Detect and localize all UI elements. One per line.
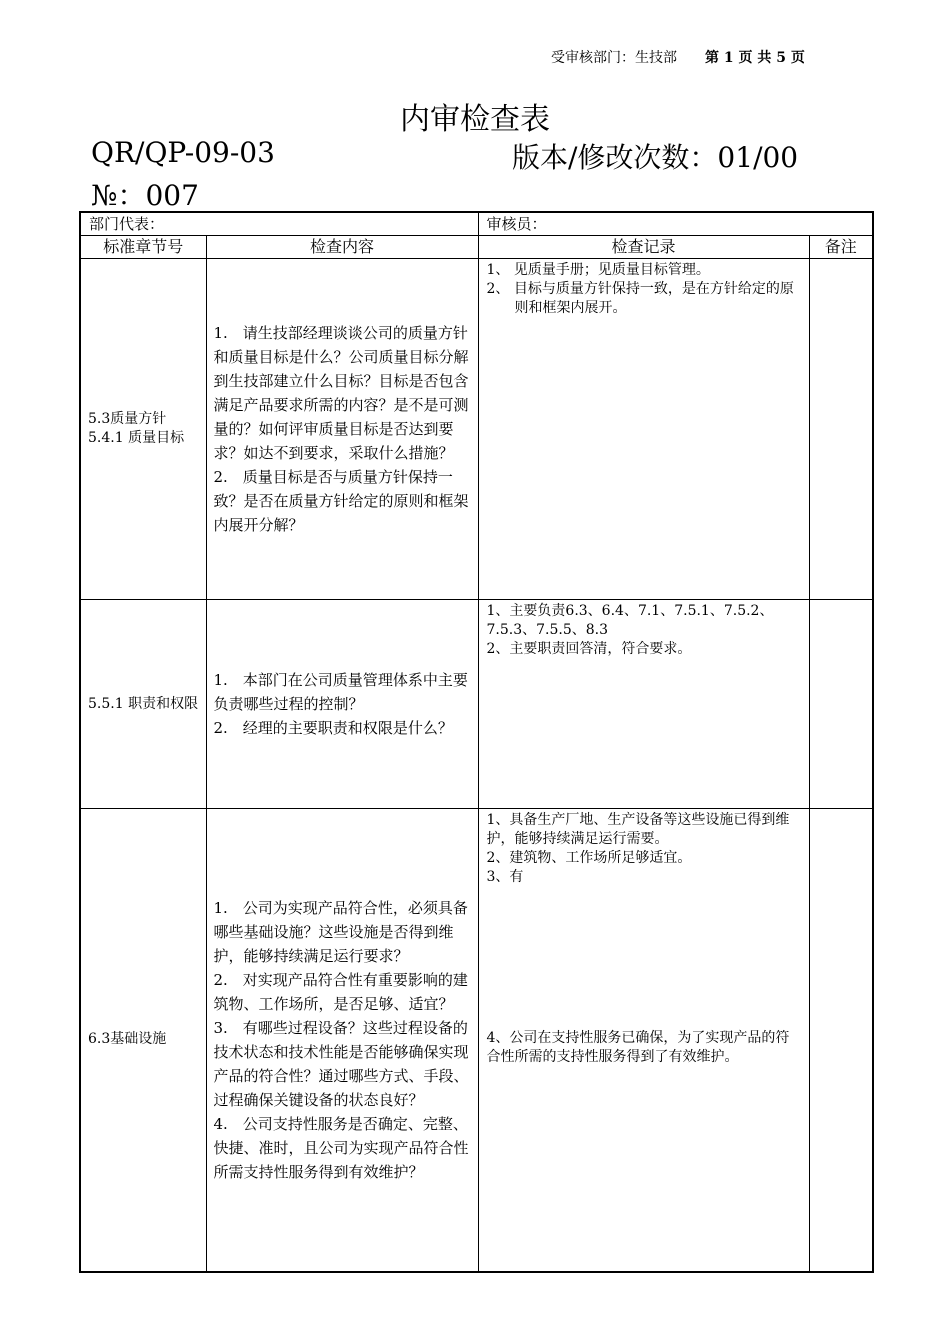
page-header: [551, 47, 805, 67]
record-item: 4、公司在支持性服务已确保，为了实现产品的符合性所需的支持性服务得到了有效维护。: [486, 1030, 790, 1065]
section-cell: 5.3质量方针 5.4.1 质量目标: [80, 259, 206, 600]
document-code: QR/QP-09-03: [91, 136, 275, 169]
table-row: [80, 600, 873, 809]
record-item: 1、 见质量手册；见质量目标管理。: [486, 262, 710, 278]
spacer: [487, 887, 801, 1029]
record-item: 2、主要职责回答清，符合要求。: [486, 641, 692, 657]
dept-rep-field: 部门代表：: [80, 212, 478, 236]
question-item: 1. 请生技部经理谈谈公司的质量方针和质量目标是什么？公司质量目标分解到生技部建立什么目标？目标是否包含满足产品要求所需的内容？是不是可测量的？如何评审质量目标是否达到要求？如达不到要求，采取什么措施？: [213, 324, 469, 462]
column-header-row: [80, 236, 873, 259]
remark-cell: [809, 259, 873, 600]
question-cell: [206, 600, 478, 809]
question-item: 2. 经理的主要职责和权限是什么？: [213, 719, 453, 737]
question-item: 1. 公司为实现产品符合性，必须具备哪些基础设施？这些设施是否得到维护，能够持续满足运行要求？: [213, 898, 468, 965]
question-item: 1. 本部门在公司质量管理体系中主要负责哪些过程的控制？: [213, 671, 468, 713]
table-row: [80, 809, 873, 1272]
question-cell: [206, 259, 478, 600]
record-item: 1、主要负责6.3、6.4、7.1、7.5.1、7.5.2、7.5.3、7.5.5、8.3: [486, 603, 774, 638]
question-item: 2. 对实现产品符合性有重要影响的建筑物、工作场所，是否足够、适宜？: [213, 970, 468, 1013]
record-item: 2、 目标与质量方针保持一致，是在方针给定的原则和框架内展开。: [486, 281, 794, 316]
record-cell: [478, 809, 809, 1272]
page-info: 第 1 页 共 5 页: [705, 50, 805, 66]
auditor-field: 审核员：: [478, 212, 873, 236]
col-header-remark: 备注: [809, 236, 873, 259]
question-item: 4. 公司支持性服务是否确定、完整、快捷、准时，且公司为实现产品符合性所需支持性服务得到有效维护？: [213, 1114, 469, 1181]
remark-cell: [809, 600, 873, 809]
document-number: №：007: [91, 179, 199, 212]
record-cell: [478, 600, 809, 809]
question-item: 3. 有哪些过程设备？这些过程设备的技术状态和技术性能是否能够确保实现产品的符合性？通过哪些方式、手段、过程确保关键设备的状态良好？: [213, 1018, 469, 1109]
table-row: [80, 259, 873, 600]
record-item: 1、具备生产厂地、生产设备等这些设施已得到维护，能够持续满足运行需要。: [486, 812, 790, 847]
remark-cell: [809, 809, 873, 1272]
audited-dept-label: 受审核部门：生技部: [551, 50, 677, 66]
version-info: 版本/修改次数：01/00: [512, 141, 799, 174]
record-item: 3、有: [486, 869, 524, 885]
document-title: 内审检查表: [400, 102, 550, 137]
col-header-record: 检查记录: [478, 236, 809, 259]
section-cell: 5.5.1 职责和权限: [80, 600, 206, 809]
col-header-content: 检查内容: [206, 236, 478, 259]
section-cell: 6.3基础设施: [80, 809, 206, 1272]
record-cell: [478, 259, 809, 600]
signature-row: [80, 212, 873, 236]
question-item: 2. 质量目标是否与质量方针保持一致？是否在质量方针给定的原则和框架内展开分解？: [213, 468, 469, 534]
col-header-section: 标准章节号: [80, 236, 206, 259]
checklist-table: [79, 211, 874, 1273]
record-item: 2、建筑物、工作场所足够适宜。: [486, 850, 692, 866]
question-cell: [206, 809, 478, 1272]
